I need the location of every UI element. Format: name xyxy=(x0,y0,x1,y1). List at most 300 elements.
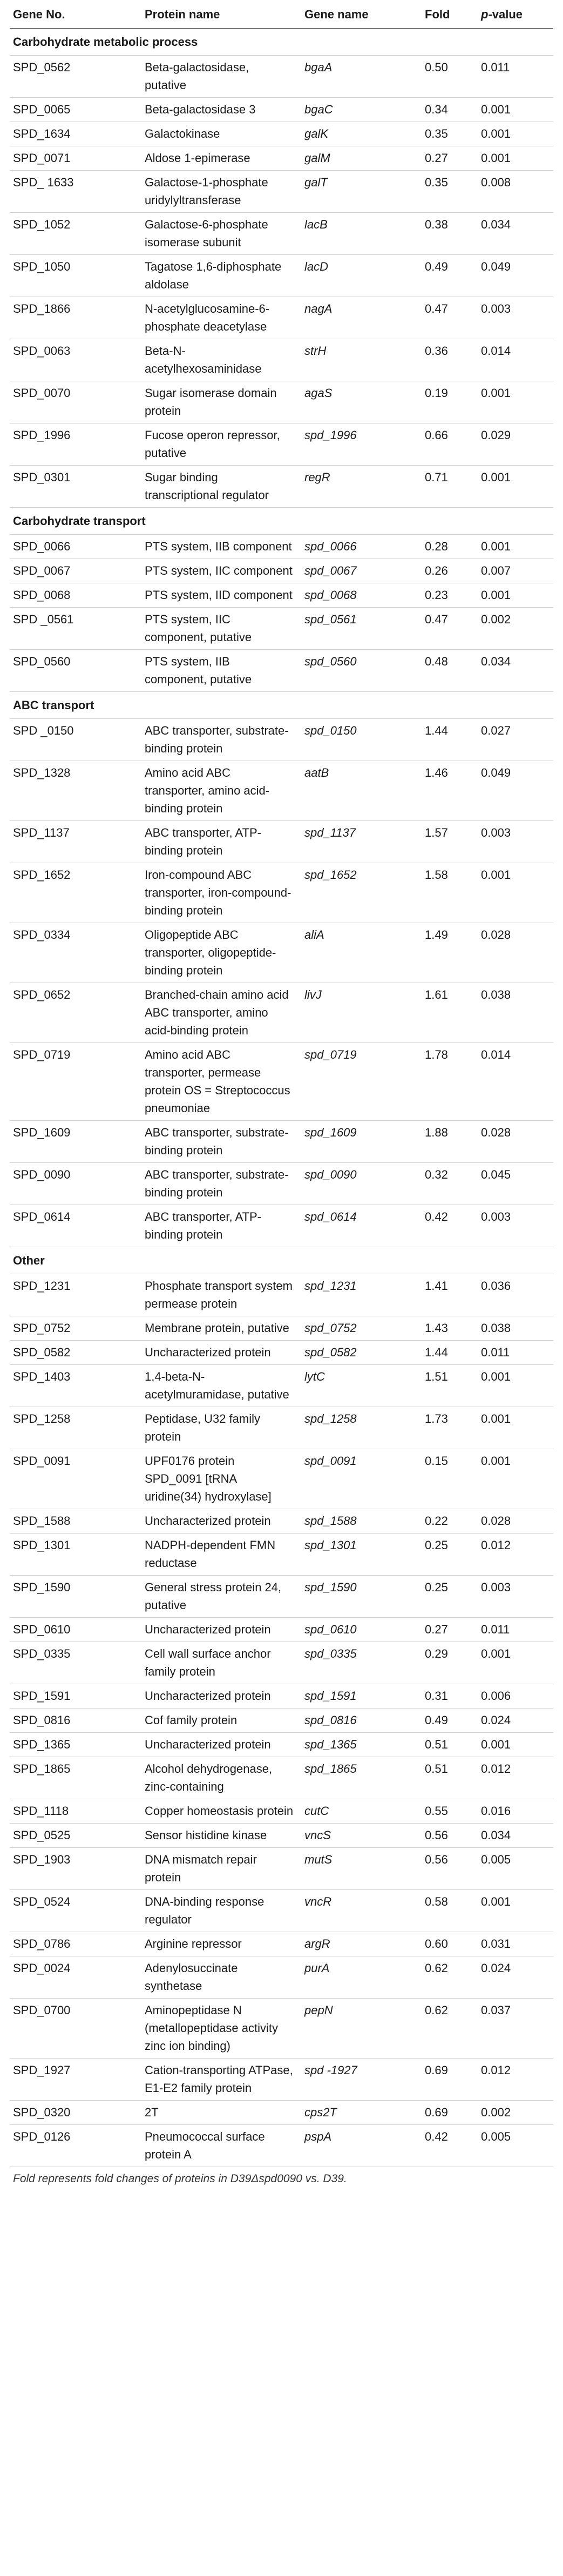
gene-no-cell: SPD_0786 xyxy=(10,1932,141,1956)
p-value-cell: 0.049 xyxy=(478,255,553,297)
gene-no-cell: SPD_0091 xyxy=(10,1449,141,1509)
gene-name-cell: galM xyxy=(301,146,422,171)
gene-no-cell: SPD_0652 xyxy=(10,983,141,1043)
table-row xyxy=(10,608,553,650)
p-value-cell: 0.008 xyxy=(478,171,553,213)
table-row xyxy=(10,1999,553,2059)
header-p-italic: p xyxy=(481,8,489,21)
section-title: Carbohydrate transport xyxy=(10,508,553,535)
gene-name-cell: spd_0719 xyxy=(301,1043,422,1121)
gene-name-cell: galK xyxy=(301,122,422,146)
fold-cell: 0.71 xyxy=(422,466,478,508)
header-fold: Fold xyxy=(422,2,478,29)
gene-name-cell: spd_1231 xyxy=(301,1274,422,1316)
protein-name-cell: Aldose 1-epimerase xyxy=(141,146,301,171)
p-value-cell: 0.038 xyxy=(478,983,553,1043)
protein-name-cell: Adenylosuccinate synthetase xyxy=(141,1956,301,1999)
p-value-cell: 0.014 xyxy=(478,339,553,381)
gene-name-cell: vncS xyxy=(301,1824,422,1848)
p-value-cell: 0.003 xyxy=(478,1205,553,1247)
gene-no-cell: SPD_1365 xyxy=(10,1733,141,1757)
p-value-cell: 0.014 xyxy=(478,1043,553,1121)
protein-name-cell: Cell wall surface anchor family protein xyxy=(141,1642,301,1684)
table-row xyxy=(10,1684,553,1709)
gene-name-cell: spd_0150 xyxy=(301,719,422,761)
fold-cell: 0.62 xyxy=(422,1999,478,2059)
section-header-row xyxy=(10,29,553,56)
gene-no-cell: SPD_0063 xyxy=(10,339,141,381)
fold-cell: 0.69 xyxy=(422,2101,478,2125)
gene-name-cell: aatB xyxy=(301,761,422,821)
fold-cell: 0.50 xyxy=(422,56,478,98)
protein-name-cell: DNA-binding response regulator xyxy=(141,1890,301,1932)
gene-name-cell: spd_0816 xyxy=(301,1709,422,1733)
fold-cell: 0.23 xyxy=(422,583,478,608)
protein-name-cell: Arginine repressor xyxy=(141,1932,301,1956)
fold-cell: 1.61 xyxy=(422,983,478,1043)
fold-cell: 0.49 xyxy=(422,1709,478,1733)
fold-cell: 0.51 xyxy=(422,1757,478,1799)
fold-cell: 0.34 xyxy=(422,98,478,122)
gene-name-cell: mutS xyxy=(301,1848,422,1890)
p-value-cell: 0.036 xyxy=(478,1274,553,1316)
gene-name-cell: argR xyxy=(301,1932,422,1956)
protein-name-cell: 2T xyxy=(141,2101,301,2125)
gene-no-cell: SPD_0614 xyxy=(10,1205,141,1247)
p-value-cell: 0.001 xyxy=(478,122,553,146)
gene-no-cell: SPD_0065 xyxy=(10,98,141,122)
p-value-cell: 0.029 xyxy=(478,423,553,466)
table-row xyxy=(10,122,553,146)
protein-table xyxy=(10,2,553,2167)
fold-cell: 1.41 xyxy=(422,1274,478,1316)
p-value-cell: 0.002 xyxy=(478,2101,553,2125)
protein-name-cell: Alcohol dehydrogenase, zinc-containing xyxy=(141,1757,301,1799)
gene-name-cell: spd_1865 xyxy=(301,1757,422,1799)
gene-no-cell: SPD_1634 xyxy=(10,122,141,146)
gene-name-cell: spd_0091 xyxy=(301,1449,422,1509)
protein-name-cell: General stress protein 24, putative xyxy=(141,1576,301,1618)
fold-cell: 1.57 xyxy=(422,821,478,863)
section-title: ABC transport xyxy=(10,692,553,719)
fold-cell: 1.46 xyxy=(422,761,478,821)
table-row xyxy=(10,1449,553,1509)
p-value-cell: 0.001 xyxy=(478,466,553,508)
table-row xyxy=(10,98,553,122)
table-row xyxy=(10,1618,553,1642)
protein-name-cell: UPF0176 protein SPD_0091 [tRNA uridine(34) hydroxylase] xyxy=(141,1449,301,1509)
gene-no-cell: SPD_0320 xyxy=(10,2101,141,2125)
p-value-cell: 0.003 xyxy=(478,821,553,863)
gene-name-cell: vncR xyxy=(301,1890,422,1932)
protein-name-cell: Galactose-6-phosphate isomerase subunit xyxy=(141,213,301,255)
gene-name-cell: regR xyxy=(301,466,422,508)
fold-cell: 0.42 xyxy=(422,2125,478,2167)
gene-no-cell: SPD_ 1633 xyxy=(10,171,141,213)
p-value-cell: 0.001 xyxy=(478,146,553,171)
p-value-cell: 0.005 xyxy=(478,1848,553,1890)
table-header xyxy=(10,2,553,29)
gene-name-cell: livJ xyxy=(301,983,422,1043)
p-value-cell: 0.001 xyxy=(478,1449,553,1509)
protein-name-cell: Uncharacterized protein xyxy=(141,1509,301,1534)
p-value-cell: 0.001 xyxy=(478,381,553,423)
table-row xyxy=(10,1407,553,1449)
fold-cell: 0.66 xyxy=(422,423,478,466)
protein-name-cell: 1,4-beta-N-acetylmuramidase, putative xyxy=(141,1365,301,1407)
p-value-cell: 0.024 xyxy=(478,1709,553,1733)
gene-no-cell: SPD_0816 xyxy=(10,1709,141,1733)
table-row xyxy=(10,559,553,583)
gene-no-cell: SPD_1052 xyxy=(10,213,141,255)
gene-name-cell: spd_1609 xyxy=(301,1121,422,1163)
fold-cell: 0.49 xyxy=(422,255,478,297)
table-row xyxy=(10,923,553,983)
fold-cell: 0.47 xyxy=(422,297,478,339)
table-row xyxy=(10,171,553,213)
gene-no-cell: SPD_0562 xyxy=(10,56,141,98)
protein-name-cell: Copper homeostasis protein xyxy=(141,1799,301,1824)
gene-name-cell: spd -1927 xyxy=(301,2059,422,2101)
table-row xyxy=(10,1799,553,1824)
p-value-cell: 0.037 xyxy=(478,1999,553,2059)
p-value-cell: 0.005 xyxy=(478,2125,553,2167)
table-row xyxy=(10,1642,553,1684)
header-gene-no: Gene No. xyxy=(10,2,141,29)
fold-cell: 0.26 xyxy=(422,559,478,583)
p-value-cell: 0.003 xyxy=(478,1576,553,1618)
header-p-rest: -value xyxy=(488,8,523,21)
table-row xyxy=(10,1576,553,1618)
protein-name-cell: Pneumococcal surface protein A xyxy=(141,2125,301,2167)
gene-name-cell: bgaA xyxy=(301,56,422,98)
protein-name-cell: Galactokinase xyxy=(141,122,301,146)
header-row xyxy=(10,2,553,29)
gene-no-cell: SPD_0524 xyxy=(10,1890,141,1932)
p-value-cell: 0.012 xyxy=(478,1534,553,1576)
table-row xyxy=(10,1757,553,1799)
table-row xyxy=(10,650,553,692)
p-value-cell: 0.049 xyxy=(478,761,553,821)
p-value-cell: 0.001 xyxy=(478,535,553,559)
gene-name-cell: lacD xyxy=(301,255,422,297)
p-value-cell: 0.011 xyxy=(478,56,553,98)
gene-name-cell: spd_0561 xyxy=(301,608,422,650)
gene-no-cell: SPD_1258 xyxy=(10,1407,141,1449)
protein-name-cell: Sensor histidine kinase xyxy=(141,1824,301,1848)
gene-name-cell: galT xyxy=(301,171,422,213)
gene-name-cell: spd_1590 xyxy=(301,1576,422,1618)
table-row xyxy=(10,1733,553,1757)
protein-name-cell: PTS system, IIB component, putative xyxy=(141,650,301,692)
p-value-cell: 0.002 xyxy=(478,608,553,650)
fold-cell: 0.62 xyxy=(422,1956,478,1999)
table-row xyxy=(10,821,553,863)
protein-name-cell: Beta-galactosidase 3 xyxy=(141,98,301,122)
fold-cell: 0.58 xyxy=(422,1890,478,1932)
table-row xyxy=(10,1932,553,1956)
gene-no-cell: SPD_0067 xyxy=(10,559,141,583)
gene-name-cell: aliA xyxy=(301,923,422,983)
fold-cell: 0.36 xyxy=(422,339,478,381)
fold-cell: 0.60 xyxy=(422,1932,478,1956)
gene-no-cell: SPD_0126 xyxy=(10,2125,141,2167)
gene-no-cell: SPD _0561 xyxy=(10,608,141,650)
gene-no-cell: SPD_0560 xyxy=(10,650,141,692)
gene-no-cell: SPD_1996 xyxy=(10,423,141,466)
gene-no-cell: SPD_1118 xyxy=(10,1799,141,1824)
gene-no-cell: SPD_1588 xyxy=(10,1509,141,1534)
protein-name-cell: Phosphate transport system permease protein xyxy=(141,1274,301,1316)
p-value-cell: 0.028 xyxy=(478,1509,553,1534)
protein-name-cell: N-acetylglucosamine-6-phosphate deacetylase xyxy=(141,297,301,339)
fold-cell: 0.25 xyxy=(422,1576,478,1618)
gene-no-cell: SPD_0334 xyxy=(10,923,141,983)
table-row xyxy=(10,56,553,98)
gene-name-cell: lacB xyxy=(301,213,422,255)
gene-name-cell: spd_0610 xyxy=(301,1618,422,1642)
gene-no-cell: SPD _0150 xyxy=(10,719,141,761)
protein-name-cell: Tagatose 1,6-diphosphate aldolase xyxy=(141,255,301,297)
fold-cell: 0.28 xyxy=(422,535,478,559)
fold-cell: 0.56 xyxy=(422,1848,478,1890)
table-row xyxy=(10,381,553,423)
protein-name-cell: Beta-galactosidase, putative xyxy=(141,56,301,98)
gene-name-cell: spd_1652 xyxy=(301,863,422,923)
gene-name-cell: pspA xyxy=(301,2125,422,2167)
p-value-cell: 0.007 xyxy=(478,559,553,583)
gene-no-cell: SPD_1231 xyxy=(10,1274,141,1316)
protein-name-cell: PTS system, IIC component xyxy=(141,559,301,583)
table-row xyxy=(10,255,553,297)
gene-name-cell: cps2T xyxy=(301,2101,422,2125)
fold-cell: 0.51 xyxy=(422,1733,478,1757)
fold-cell: 0.19 xyxy=(422,381,478,423)
fold-cell: 0.48 xyxy=(422,650,478,692)
header-protein-name: Protein name xyxy=(141,2,301,29)
table-row xyxy=(10,213,553,255)
table-row xyxy=(10,863,553,923)
gene-no-cell: SPD_0066 xyxy=(10,535,141,559)
table-row xyxy=(10,466,553,508)
p-value-cell: 0.006 xyxy=(478,1684,553,1709)
gene-no-cell: SPD_0024 xyxy=(10,1956,141,1999)
p-value-cell: 0.034 xyxy=(478,1824,553,1848)
p-value-cell: 0.028 xyxy=(478,1121,553,1163)
gene-no-cell: SPD_0700 xyxy=(10,1999,141,2059)
table-row xyxy=(10,983,553,1043)
fold-cell: 0.56 xyxy=(422,1824,478,1848)
table-row xyxy=(10,423,553,466)
gene-name-cell: spd_1258 xyxy=(301,1407,422,1449)
fold-cell: 0.38 xyxy=(422,213,478,255)
gene-name-cell: spd_0068 xyxy=(301,583,422,608)
p-value-cell: 0.001 xyxy=(478,583,553,608)
gene-no-cell: SPD_0301 xyxy=(10,466,141,508)
gene-name-cell: spd_0560 xyxy=(301,650,422,692)
table-row xyxy=(10,1316,553,1341)
p-value-cell: 0.031 xyxy=(478,1932,553,1956)
table-row xyxy=(10,339,553,381)
gene-no-cell: SPD_1652 xyxy=(10,863,141,923)
fold-cell: 0.55 xyxy=(422,1799,478,1824)
gene-name-cell: cutC xyxy=(301,1799,422,1824)
p-value-cell: 0.045 xyxy=(478,1163,553,1205)
protein-name-cell: Uncharacterized protein xyxy=(141,1733,301,1757)
section-header-row xyxy=(10,1247,553,1274)
fold-cell: 1.58 xyxy=(422,863,478,923)
table-row xyxy=(10,1121,553,1163)
protein-name-cell: ABC transporter, substrate-binding protein xyxy=(141,1163,301,1205)
p-value-cell: 0.001 xyxy=(478,1407,553,1449)
table-row xyxy=(10,1509,553,1534)
gene-name-cell: spd_0582 xyxy=(301,1341,422,1365)
protein-name-cell: Uncharacterized protein xyxy=(141,1341,301,1365)
table-row xyxy=(10,1163,553,1205)
fold-cell: 0.25 xyxy=(422,1534,478,1576)
gene-no-cell: SPD_1301 xyxy=(10,1534,141,1576)
p-value-cell: 0.027 xyxy=(478,719,553,761)
p-value-cell: 0.001 xyxy=(478,1365,553,1407)
table-row xyxy=(10,1043,553,1121)
gene-name-cell: spd_1301 xyxy=(301,1534,422,1576)
gene-name-cell: lytC xyxy=(301,1365,422,1407)
table-row xyxy=(10,1534,553,1576)
table-row xyxy=(10,1709,553,1733)
fold-cell: 0.32 xyxy=(422,1163,478,1205)
fold-cell: 0.69 xyxy=(422,2059,478,2101)
fold-cell: 1.43 xyxy=(422,1316,478,1341)
fold-cell: 0.35 xyxy=(422,171,478,213)
gene-no-cell: SPD_1328 xyxy=(10,761,141,821)
protein-name-cell: Sugar isomerase domain protein xyxy=(141,381,301,423)
p-value-cell: 0.012 xyxy=(478,1757,553,1799)
gene-no-cell: SPD_1137 xyxy=(10,821,141,863)
protein-name-cell: Beta-N-acetylhexosaminidase xyxy=(141,339,301,381)
p-value-cell: 0.012 xyxy=(478,2059,553,2101)
table-row xyxy=(10,761,553,821)
gene-name-cell: spd_1996 xyxy=(301,423,422,466)
gene-no-cell: SPD_0090 xyxy=(10,1163,141,1205)
protein-name-cell: PTS system, IIC component, putative xyxy=(141,608,301,650)
gene-no-cell: SPD_1903 xyxy=(10,1848,141,1890)
p-value-cell: 0.028 xyxy=(478,923,553,983)
gene-name-cell: spd_0752 xyxy=(301,1316,422,1341)
protein-name-cell: ABC transporter, ATP-binding protein xyxy=(141,821,301,863)
p-value-cell: 0.011 xyxy=(478,1618,553,1642)
fold-cell: 0.29 xyxy=(422,1642,478,1684)
table-footnote: Fold represents fold changes of proteins in D39Δspd0090 vs. D39. xyxy=(13,2173,347,2185)
table-body xyxy=(10,29,553,2167)
p-value-cell: 0.011 xyxy=(478,1341,553,1365)
protein-name-cell: Uncharacterized protein xyxy=(141,1618,301,1642)
p-value-cell: 0.001 xyxy=(478,1733,553,1757)
table-row xyxy=(10,535,553,559)
fold-cell: 1.44 xyxy=(422,1341,478,1365)
fold-cell: 1.51 xyxy=(422,1365,478,1407)
table-row xyxy=(10,297,553,339)
protein-name-cell: ABC transporter, substrate-binding protein xyxy=(141,719,301,761)
p-value-cell: 0.016 xyxy=(478,1799,553,1824)
fold-cell: 1.73 xyxy=(422,1407,478,1449)
fold-cell: 0.27 xyxy=(422,1618,478,1642)
p-value-cell: 0.038 xyxy=(478,1316,553,1341)
protein-name-cell: Membrane protein, putative xyxy=(141,1316,301,1341)
table-row xyxy=(10,1824,553,1848)
protein-name-cell: Oligopeptide ABC transporter, oligopeptide-binding protein xyxy=(141,923,301,983)
gene-name-cell: spd_0335 xyxy=(301,1642,422,1684)
protein-name-cell: Cof family protein xyxy=(141,1709,301,1733)
protein-name-cell: Branched-chain amino acid ABC transporter, amino acid-binding protein xyxy=(141,983,301,1043)
gene-no-cell: SPD_0719 xyxy=(10,1043,141,1121)
p-value-cell: 0.003 xyxy=(478,297,553,339)
p-value-cell: 0.001 xyxy=(478,863,553,923)
table-row xyxy=(10,1890,553,1932)
gene-no-cell: SPD_0068 xyxy=(10,583,141,608)
protein-name-cell: Uncharacterized protein xyxy=(141,1684,301,1709)
fold-cell: 1.88 xyxy=(422,1121,478,1163)
gene-name-cell: spd_0090 xyxy=(301,1163,422,1205)
fold-cell: 1.49 xyxy=(422,923,478,983)
gene-name-cell: pepN xyxy=(301,1999,422,2059)
protein-name-cell: ABC transporter, substrate-binding protein xyxy=(141,1121,301,1163)
p-value-cell: 0.034 xyxy=(478,213,553,255)
gene-no-cell: SPD_0610 xyxy=(10,1618,141,1642)
gene-no-cell: SPD_1591 xyxy=(10,1684,141,1709)
gene-name-cell: spd_1137 xyxy=(301,821,422,863)
table-row xyxy=(10,2059,553,2101)
gene-no-cell: SPD_1050 xyxy=(10,255,141,297)
protein-name-cell: Iron-compound ABC transporter, iron-compound-binding protein xyxy=(141,863,301,923)
protein-name-cell: Sugar binding transcriptional regulator xyxy=(141,466,301,508)
gene-no-cell: SPD_1590 xyxy=(10,1576,141,1618)
gene-name-cell: spd_0067 xyxy=(301,559,422,583)
p-value-cell: 0.001 xyxy=(478,98,553,122)
p-value-cell: 0.001 xyxy=(478,1642,553,1684)
gene-no-cell: SPD_0582 xyxy=(10,1341,141,1365)
gene-no-cell: SPD_0071 xyxy=(10,146,141,171)
fold-cell: 0.15 xyxy=(422,1449,478,1509)
fold-cell: 1.78 xyxy=(422,1043,478,1121)
gene-no-cell: SPD_0070 xyxy=(10,381,141,423)
gene-no-cell: SPD_1927 xyxy=(10,2059,141,2101)
fold-cell: 0.35 xyxy=(422,122,478,146)
gene-no-cell: SPD_1866 xyxy=(10,297,141,339)
protein-name-cell: PTS system, IID component xyxy=(141,583,301,608)
p-value-cell: 0.001 xyxy=(478,1890,553,1932)
gene-name-cell: spd_0614 xyxy=(301,1205,422,1247)
gene-name-cell: strH xyxy=(301,339,422,381)
protein-name-cell: NADPH-dependent FMN reductase xyxy=(141,1534,301,1576)
protein-name-cell: ABC transporter, ATP-binding protein xyxy=(141,1205,301,1247)
gene-name-cell: nagA xyxy=(301,297,422,339)
table-row xyxy=(10,583,553,608)
p-value-cell: 0.024 xyxy=(478,1956,553,1999)
table-row xyxy=(10,1365,553,1407)
protein-name-cell: Peptidase, U32 family protein xyxy=(141,1407,301,1449)
table-row xyxy=(10,1848,553,1890)
protein-name-cell: Fucose operon repressor, putative xyxy=(141,423,301,466)
p-value-cell: 0.034 xyxy=(478,650,553,692)
gene-name-cell: spd_1365 xyxy=(301,1733,422,1757)
fold-cell: 0.47 xyxy=(422,608,478,650)
gene-name-cell: spd_0066 xyxy=(301,535,422,559)
protein-name-cell: PTS system, IIB component xyxy=(141,535,301,559)
header-p-value xyxy=(478,2,553,29)
table-row xyxy=(10,1205,553,1247)
protein-name-cell: Cation-transporting ATPase, E1-E2 family protein xyxy=(141,2059,301,2101)
gene-name-cell: agaS xyxy=(301,381,422,423)
